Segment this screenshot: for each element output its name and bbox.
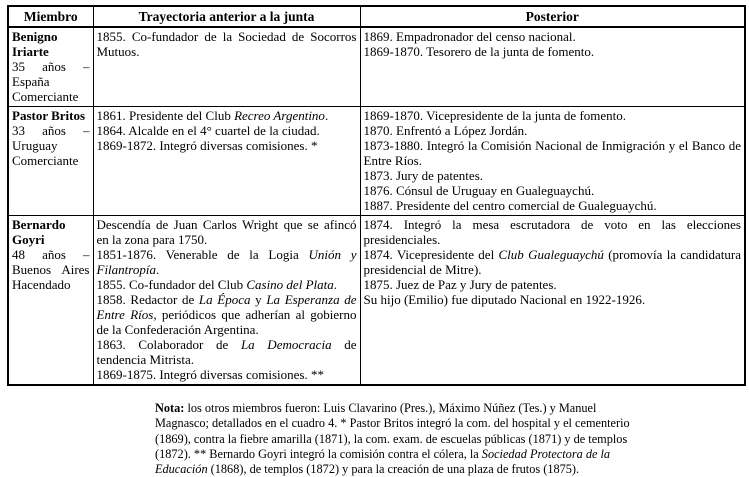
members-table bbox=[7, 5, 746, 386]
after-cell: 1869. Empadronador del censo nacional. 1869-1870. Tesorero de la junta de fomento. bbox=[360, 27, 745, 107]
member-cell bbox=[8, 216, 93, 386]
footnote: Nota: los otros miembros fueron: Luis Clavarino (Pres.), Máximo Núñez (Tes.) y Manuel Magnasco; detallados en el cuadro 4. * Pastor Britos integró la com. del hospital y el cementerio (1869), contra la fiebre amarilla (1871), la com. exam. de escuelas públicas (1871) y de templos (1872). ** Bernardo Goyri integró la comisión contra el cólera, la Sociedad Protectora de la Educación (1868), de templos (1872) y para la creación de una plaza de frutos (1875). bbox=[155, 401, 630, 477]
before-cell: 1861. Presidente del Club Recreo Argentino. 1864. Alcalde en el 4° cuartel de la ciudad. 1869-1872. Integró diversas comisiones. * bbox=[93, 107, 360, 216]
after-cell: 1874. Integró la mesa escrutadora de voto en las elecciones presidenciales. 1874. Vicepresidente del Club Gualeguaychú (promovía la candidatura presidencial de Mitre). 1875. Juez de Paz y Jury de patentes. Su hijo (Emilio) fue diputado Nacional en 1922-1926. bbox=[360, 216, 745, 386]
column-header-trayectoria: Trayectoria anterior a la junta bbox=[93, 6, 360, 27]
member-name: Bernardo Goyri bbox=[12, 217, 66, 247]
before-cell: 1855. Co-fundador de la Sociedad de Socorros Mutuos. bbox=[93, 27, 360, 107]
table-row-pastor-britos bbox=[8, 107, 745, 216]
member-details: 33 años – Uruguay Comerciante bbox=[12, 123, 90, 168]
member-name: Benigno Iriarte bbox=[12, 29, 58, 59]
member-name: Pastor Britos bbox=[12, 108, 86, 123]
after-cell: 1869-1870. Vicepresidente de la junta de fomento. 1870. Enfrentó a López Jordán. 1873-1880. Integró la Comisión Nacional de Inmigración y el Banco de Entre Ríos. 1873. Jury de patentes. 1876. Cónsul de Uruguay en Gualeguaychú. 1887. Presidente del centro comercial de Gualeguaychú. bbox=[360, 107, 745, 216]
table-row-bernardo-goyri bbox=[8, 216, 745, 386]
member-cell bbox=[8, 107, 93, 216]
member-cell bbox=[8, 27, 93, 107]
member-details: 48 años – Buenos Aires Hacendado bbox=[12, 247, 90, 292]
table-row-benigno-iriarte bbox=[8, 27, 745, 107]
before-cell: Descendía de Juan Carlos Wright que se afincó en la zona para 1750. 1851-1876. Venerable de la Logia Unión y Filantropía. 1855. Co-fundador del Club Casino del Plata. 1858. Redactor de La Época y La Esperanza de Entre Ríos, periódicos que adherían al gobierno de la Confederación Argentina. 1863. Colaborador de La Democracia de tendencia Mitrista. 1869-1875. Integró diversas comisiones. ** bbox=[93, 216, 360, 386]
header-row bbox=[8, 6, 745, 27]
column-header-miembro: Miembro bbox=[8, 6, 93, 27]
column-header-posterior: Posterior bbox=[360, 6, 745, 27]
member-details: 35 años – España Comerciante bbox=[12, 59, 90, 104]
